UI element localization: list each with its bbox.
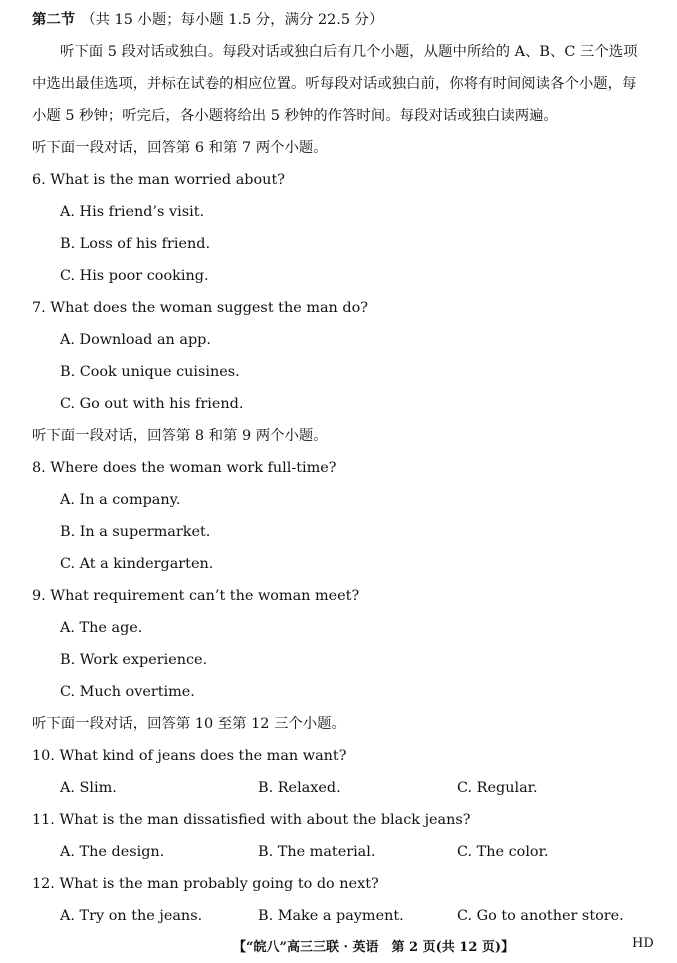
footer-page-info: 【“皖八”高三三联 · 英语 第 2 页(共 12 页)】 bbox=[233, 940, 515, 955]
section-heading bbox=[32, 11, 383, 29]
question-stem: 9. What requirement can’t the woman meet? bbox=[32, 588, 360, 604]
instruction-line: 小题 5 秒钟；听完后，各小题将给出 5 秒钟的作答时间。每段对话或独白读两遍。 bbox=[32, 108, 558, 124]
group-intro: 听下面一段对话，回答第 6 和第 7 两个小题。 bbox=[32, 140, 328, 156]
option: C. Go out with his friend. bbox=[60, 396, 244, 412]
option: B. The material. bbox=[258, 844, 376, 860]
option: C. Regular. bbox=[457, 780, 538, 796]
option: C. Go to another store. bbox=[457, 908, 624, 924]
option: B. Cook unique cuisines. bbox=[60, 364, 240, 380]
question-stem: 11. What is the man dissatisfied with about the black jeans? bbox=[32, 812, 471, 828]
option: C. Much overtime. bbox=[60, 684, 195, 700]
footer-code: HD bbox=[632, 936, 654, 951]
instruction-line: 中选出最佳选项，并标在试卷的相应位置。听每段对话或独白前，你将有时间阅读各个小题，每 bbox=[32, 76, 637, 92]
option: A. Download an app. bbox=[60, 332, 211, 348]
option: C. At a kindergarten. bbox=[60, 556, 214, 572]
option: B. Loss of his friend. bbox=[60, 236, 211, 252]
option: C. His poor cooking. bbox=[60, 268, 209, 284]
option: B. Relaxed. bbox=[258, 780, 341, 796]
instruction-line: 听下面 5 段对话或独白。每段对话或独白后有几个小题，从题中所给的 A、B、C 三个选项 bbox=[60, 44, 638, 60]
question-stem: 7. What does the woman suggest the man do? bbox=[32, 300, 368, 316]
question-stem: 6. What is the man worried about? bbox=[32, 172, 285, 188]
question-stem: 10. What kind of jeans does the man want? bbox=[32, 748, 347, 764]
option: C. The color. bbox=[457, 844, 549, 860]
group-intro: 听下面一段对话，回答第 10 至第 12 三个小题。 bbox=[32, 716, 346, 732]
option: A. The age. bbox=[60, 620, 143, 636]
option: B. Work experience. bbox=[60, 652, 208, 668]
group-intro: 听下面一段对话，回答第 8 和第 9 两个小题。 bbox=[32, 428, 328, 444]
question-stem: 12. What is the man probably going to do next? bbox=[32, 876, 379, 892]
option: A. His friend’s visit. bbox=[60, 204, 205, 220]
section-note: （共 15 小题；每小题 1.5 分，满分 22.5 分） bbox=[81, 12, 384, 28]
option: B. Make a payment. bbox=[258, 908, 404, 924]
option: A. Try on the jeans. bbox=[60, 908, 203, 924]
section-title: 第二节 bbox=[32, 11, 76, 28]
option: B. In a supermarket. bbox=[60, 524, 211, 540]
option: A. The design. bbox=[60, 844, 165, 860]
question-stem: 8. Where does the woman work full-time? bbox=[32, 460, 337, 476]
option: A. In a company. bbox=[60, 492, 181, 508]
option: A. Slim. bbox=[60, 780, 117, 796]
